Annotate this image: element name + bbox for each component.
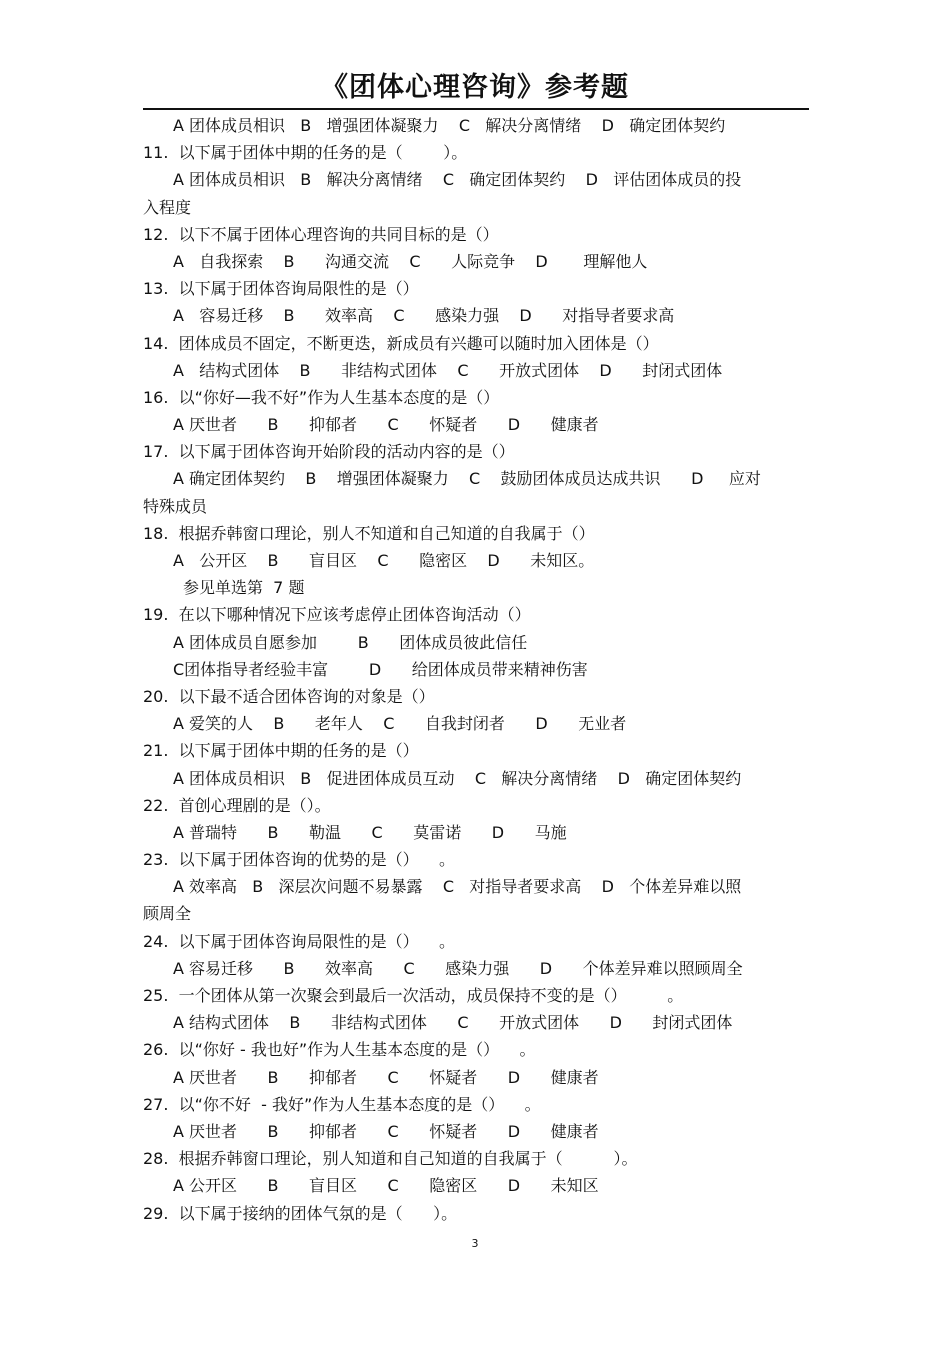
question-text-continuation: 顾周全 [143, 904, 192, 924]
question-text: 18. 根据乔韩窗口理论，别人不知道和自己知道的自我属于（） [143, 523, 595, 543]
question-text: 16. 以“你好—我不好”作为人生基本态度的是（） [143, 387, 500, 407]
page-title: 《团体心理咨询》参考题 [321, 72, 629, 103]
question-text: 19. 在以下哪种情况下应该考虑停止团体咨询活动（） [143, 605, 531, 625]
question-text: 13. 以下属于团体咨询局限性的是（） [143, 279, 419, 299]
question-text: 12. 以下不属于团体心理咨询的共同目标的是（） [143, 224, 499, 244]
answer-options: A 容易迁移 B 效率高 C 感染力强 D 个体差异难以照顾周全 [173, 958, 743, 978]
answer-options: C团体指导者经验丰富 D 给团体成员带来精神伤害 [173, 659, 588, 679]
page-number: 3 [471, 1237, 479, 1250]
question-text: 24. 以下属于团体咨询局限性的是（） 。 [143, 931, 455, 951]
answer-options: A 爱笑的人 B 老年人 C 自我封闭者 D 无业者 [173, 714, 627, 734]
question-text-continuation: 入程度 [143, 197, 192, 217]
question-list [143, 112, 809, 1227]
question-text: 28. 根据乔韩窗口理论，别人知道和自己知道的自我属于（ ）。 [143, 1149, 638, 1169]
question-text: 14. 团体成员不固定，不断更迭，新成员有兴趣可以随时加入团体是（） [143, 333, 659, 353]
reference-note: 参见单选第 7 题 [183, 578, 305, 598]
answer-options: A 团体成员相识 B 增强团体凝聚力 C 解决分离情绪 D 确定团体契约 [173, 116, 726, 135]
answer-options: A 厌世者 B 抑郁者 C 怀疑者 D 健康者 [173, 415, 599, 435]
answer-options: A 公开区 B 盲目区 C 隐密区 D 未知区。 [173, 551, 595, 570]
answer-options: A 结构式团体 B 非结构式团体 C 开放式团体 D 封闭式团体 [173, 360, 723, 380]
answer-options: A 确定团体契约 B 增强团体凝聚力 C 鼓励团体成员达成共识 D 应对 [173, 469, 761, 489]
answer-options: A 团体成员自愿参加 B 团体成员彼此信任 [173, 632, 528, 652]
question-text: 21. 以下属于团体中期的任务的是（） [143, 741, 419, 761]
answer-options: A 自我探索 B 沟通交流 C 人际竞争 D 理解他人 [173, 251, 648, 271]
question-text: 27. 以“你不好 - 我好”作为人生基本态度的是（） 。 [143, 1094, 541, 1114]
answer-options: A 容易迁移 B 效率高 C 感染力强 D 对指导者要求高 [173, 306, 675, 326]
answer-options: A 结构式团体 B 非结构式团体 C 开放式团体 D 封闭式团体 [173, 1013, 733, 1033]
question-text: 29. 以下属于接纳的团体气氛的是（ ）。 [143, 1203, 458, 1223]
question-text: 25. 一个团体从第一次聚会到最后一次活动，成员保持不变的是（） 。 [143, 986, 684, 1005]
question-text-continuation: 特殊成员 [143, 496, 208, 516]
title-underline [143, 108, 809, 110]
question-text: 23. 以下属于团体咨询的优势的是（） 。 [143, 850, 455, 870]
answer-options: A 厌世者 B 抑郁者 C 怀疑者 D 健康者 [173, 1067, 599, 1087]
answer-options: A 团体成员相识 B 解决分离情绪 C 确定团体契约 D 评估团体成员的投 [173, 170, 742, 190]
answer-options: A 厌世者 B 抑郁者 C 怀疑者 D 健康者 [173, 1121, 599, 1141]
question-text: 26. 以“你好 - 我也好”作为人生基本态度的是（） 。 [143, 1040, 536, 1060]
question-text: 11. 以下属于团体中期的任务的是（ ）。 [143, 143, 468, 163]
question-text: 20. 以下最不适合团体咨询的对象是（） [143, 686, 435, 706]
answer-options: A 公开区 B 盲目区 C 隐密区 D 未知区 [173, 1176, 599, 1196]
answer-options: A 效率高 B 深层次问题不易暴露 C 对指导者要求高 D 个体差异难以照 [173, 877, 742, 897]
answer-options: A 普瑞特 B 勒温 C 莫雷诺 D 马施 [173, 822, 567, 842]
question-text: 22. 首创心理剧的是（）。 [143, 795, 331, 815]
answer-options: A 团体成员相识 B 促进团体成员互动 C 解决分离情绪 D 确定团体契约 [173, 768, 742, 788]
question-text: 17. 以下属于团体咨询开始阶段的活动内容的是（） [143, 442, 515, 462]
